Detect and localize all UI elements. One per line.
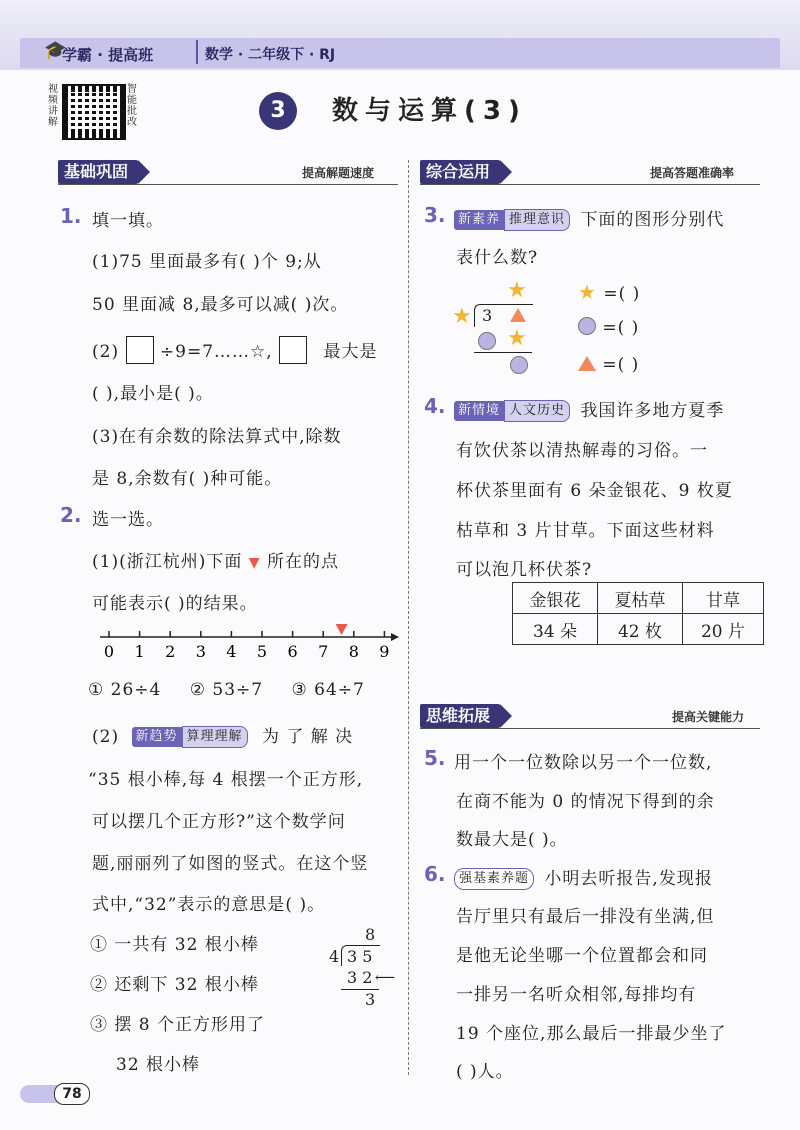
q3-line1 (454, 205, 724, 231)
q3-answer-star (578, 280, 640, 304)
q6-number: 6. (424, 862, 446, 886)
div-divisor: 4 (329, 947, 340, 966)
section-thinking-rule (420, 728, 760, 729)
q1-p2-b: ÷9=7……☆, (159, 342, 273, 362)
q1-p1-line2: 50 里面减 8,最多可以减( )次。 (92, 295, 349, 315)
q4-line3: 杯伏茶里面有 6 朵金银花、9 枚夏 (456, 481, 733, 501)
number-line-arrow (391, 633, 399, 641)
pill-reasoning-awareness: 推理意识 (504, 209, 570, 231)
q4-line5: 可以泡几杯伏茶? (456, 560, 593, 580)
q1-p2-line2: ( ),最小是( )。 (92, 384, 214, 404)
table-cell: 42 枚 (598, 614, 683, 645)
q5-number: 5. (424, 746, 446, 770)
pill-foundation: 强基素养题 (454, 868, 534, 890)
q2-p2-line4: 题,丽丽列了如图的竖式。在这个竖 (92, 854, 369, 874)
graduation-cap-icon: 🎓 (44, 40, 67, 61)
lesson-title: 数与运算(3) (332, 96, 527, 126)
q5-line3: 数最大是( )。 (456, 830, 568, 850)
div-underline (474, 352, 532, 353)
q2-p2-text: 为 了 解 决 (261, 727, 354, 747)
section-comprehensive-tag: 提高答题准确率 (650, 166, 735, 180)
star-icon: ★ (452, 304, 472, 329)
pill-literacy: 新素养 (454, 210, 504, 230)
q2-choices (88, 680, 365, 700)
q1-p3-line2: 是 8,余数有( )种可能。 (92, 469, 283, 489)
q2-p1-line1 (92, 547, 339, 572)
circle-icon (510, 356, 528, 374)
answer-box[interactable] (126, 336, 154, 364)
q2-p2-line5: 式中,“32”表示的意思是( )。 (92, 895, 326, 915)
number-line-tick-label: 3 (195, 642, 206, 661)
q2-p2-line2: “35 根小棒,每 4 根摆一个正方形, (88, 770, 364, 790)
q2-p2-line1 (92, 722, 353, 748)
section-basic-label: 基础巩固 (58, 160, 138, 184)
q1-p2-a: (2) (92, 342, 120, 362)
q6-line6: ( )人。 (456, 1062, 514, 1082)
number-line-tick-label: 6 (287, 642, 298, 661)
div-remainder: 3 (365, 990, 376, 1009)
number-line-ticks (104, 631, 390, 661)
section-comprehensive-rule (420, 184, 760, 185)
qr-code-icon[interactable] (62, 84, 126, 140)
circle-icon (478, 332, 496, 350)
triangle-icon (578, 356, 596, 371)
q2-option-3-cont: 32 根小棒 (116, 1055, 201, 1075)
choice-2[interactable]: ② 53÷7 (189, 680, 264, 700)
q6-line5: 19 个座位,那么最后一排最少坐了 (456, 1024, 727, 1044)
page-number: 78 (54, 1083, 90, 1105)
qr-side-left: 视频讲解 (48, 84, 58, 128)
star-icon: ★ (507, 326, 527, 351)
star-icon: ★ (507, 278, 527, 303)
section-thinking-tag: 提高关键能力 (672, 710, 745, 724)
arrow-left-icon: ⟵ (375, 970, 396, 986)
section-comprehensive-label: 综合运用 (420, 160, 500, 184)
pill-context: 新情境 (454, 401, 504, 421)
star-icon: ★ (578, 280, 597, 304)
pill-history: 人文历史 (504, 400, 570, 422)
div-product: 3 2 (347, 968, 373, 987)
q1-p2-line1 (92, 336, 377, 364)
q2-option-3[interactable]: ③ 摆 8 个正方形用了 (90, 1015, 266, 1035)
q6-line1-text: 小明去听报告,发现报 (544, 869, 713, 889)
number-line-tick-label: 2 (165, 642, 176, 661)
q4-line1 (454, 396, 724, 422)
shape-division (452, 278, 572, 378)
q3-answer-3[interactable]: =( ) (602, 355, 640, 375)
q2-p1-a: (1)(浙江杭州)下面 (92, 552, 243, 572)
q3-number: 3. (424, 203, 446, 227)
table-header-cell: 甘草 (683, 583, 764, 614)
number-line-tick-label: 5 (256, 642, 268, 661)
q5-line1: 用一个一位数除以另一个一位数, (454, 753, 713, 773)
pill-reasoning: 算理理解 (182, 726, 248, 748)
section-thinking-label: 思维拓展 (420, 704, 500, 728)
q2-title: 选一选。 (92, 510, 164, 530)
header-divider (196, 40, 198, 64)
brand-label: 学霸 · 提高班 (62, 46, 154, 64)
table-row (513, 583, 764, 614)
q3-answer-2[interactable]: =( ) (602, 318, 640, 338)
number-line (95, 615, 400, 665)
table-cell: 20 片 (683, 614, 764, 645)
lesson-number-badge: 3 (259, 92, 297, 130)
table-cell: 34 朵 (513, 614, 598, 645)
q2-p1-line2: 可能表示( )的结果。 (92, 594, 258, 614)
q4-line4: 枯草和 3 片甘草。下面这些材料 (456, 521, 715, 541)
q2-number: 2. (60, 503, 82, 527)
q1-title: 填一填。 (92, 211, 164, 231)
choice-3[interactable]: ③ 64÷7 (291, 680, 365, 700)
subject-label: 数学 · 二年级下 · RJ (205, 47, 336, 63)
q6-line4: 一排另一名听众相邻,每排均有 (456, 985, 697, 1005)
q6-line3: 是他无论坐哪一个位置都会和同 (456, 946, 708, 966)
long-division-q2 (325, 925, 410, 1015)
q4-line1-text: 我国许多地方夏季 (580, 401, 725, 421)
table-header-cell: 金银花 (513, 583, 598, 614)
number-line-tick-label: 8 (348, 642, 359, 661)
answer-box[interactable] (279, 336, 307, 364)
number-line-tick-label: 7 (318, 642, 329, 661)
q2-option-1[interactable]: ① 一共有 32 根小棒 (90, 935, 259, 955)
number-line-marker (336, 624, 348, 635)
table-header-cell: 夏枯草 (598, 583, 683, 614)
q2-p2-prefix: (2) (92, 727, 120, 747)
q3-dividend: 3 (482, 306, 493, 325)
pill-trend: 新趋势 (132, 727, 182, 747)
choice-1[interactable]: ① 26÷4 (88, 680, 162, 700)
q6-line1 (454, 864, 713, 890)
number-line-tick-label: 1 (134, 642, 145, 661)
q1-p1-line1: (1)75 里面最多有( )个 9;从 (92, 252, 322, 272)
q3-answer-triangle (578, 355, 639, 375)
q6-line2: 告厅里只有最后一排没有坐满,但 (456, 907, 715, 927)
table-row (513, 614, 764, 645)
q5-line2: 在商不能为 0 的情况下得到的余 (456, 792, 715, 812)
q3-line2: 表什么数? (456, 248, 539, 268)
div-dividend: 3 5 (347, 947, 373, 966)
triangle-icon (510, 308, 526, 322)
q4-line2: 有饮伏茶以清热解毒的习俗。一 (456, 441, 708, 461)
q3-answer-1[interactable]: =( ) (603, 284, 641, 304)
q1-p3-line1: (3)在有余数的除法算式中,除数 (92, 427, 342, 447)
q2-p1-b: 所在的点 (266, 552, 339, 572)
number-line-tick-label: 4 (226, 642, 237, 661)
q4-number: 4. (424, 394, 446, 418)
q2-p2-line3: 可以摆几个正方形?”这个数学问 (92, 812, 346, 832)
q1-number: 1. (60, 204, 82, 228)
q3-answer-circle (578, 317, 639, 338)
div-quotient: 8 (365, 925, 376, 944)
q3-line1-text: 下面的图形分别代 (580, 210, 725, 230)
q1-p2-c: 最大是 (323, 342, 378, 362)
q2-option-2[interactable]: ② 还剩下 32 根小棒 (90, 975, 259, 995)
number-line-tick-label: 9 (379, 642, 390, 661)
qr-side-right: 智能批改 (127, 84, 137, 128)
materials-table (512, 582, 764, 645)
circle-icon (578, 317, 596, 335)
section-basic-rule (58, 184, 398, 185)
section-basic-tag: 提高解题速度 (302, 166, 375, 180)
number-line-tick-label: 0 (103, 642, 115, 661)
marker-triangle-icon: ▼ (248, 555, 261, 571)
